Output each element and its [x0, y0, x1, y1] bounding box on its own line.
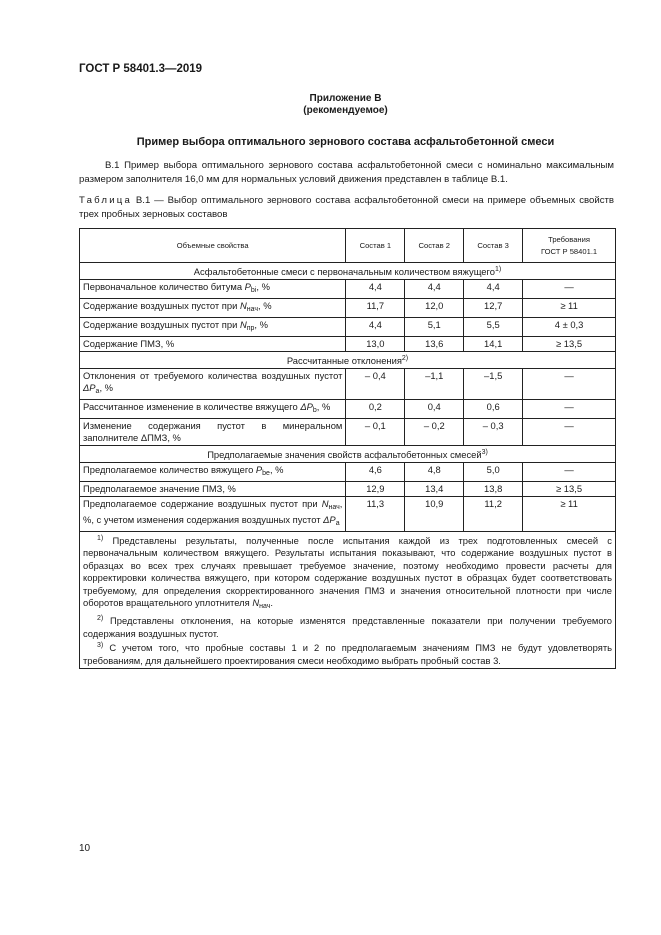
header-mix-1: Состав 1 — [346, 229, 405, 263]
header-mix-2: Состав 2 — [405, 229, 464, 263]
annex-subtitle: (рекомендуемое) — [303, 105, 388, 116]
table-row: Изменение содержания пустот в минеральном заполнителе ΔПМЗ, % – 0,1 – 0,2 – 0,3 — — [80, 419, 616, 446]
table-caption — [79, 194, 614, 222]
section-row: Предполагаемые значения свойств асфальтобетонных смесей$^{3)}$ — [80, 446, 616, 463]
page-number: 10 — [79, 843, 91, 854]
header-properties: Объемные свойства — [80, 229, 346, 263]
table-row: Предполагаемое количество вяжущего $P_{be}$, % 4,6 4,8 5,0 — — [80, 463, 616, 482]
table-notes-row — [80, 532, 616, 669]
note-3: $^{3)}$ С учетом того, что пробные составы 1 и 2 по предполагаемым значениям ПМЗ не будут удовлетворять требованиям, для дальнейшего проектирования смеси необходимо выбрать пробный состав 3. — [83, 642, 612, 666]
table-header-row — [80, 229, 616, 263]
section-row: Асфальтобетонные смеси с первоначальным количеством вяжущего$^{1)}$ — [80, 263, 616, 280]
document-header: ГОСТ Р 58401.3—2019 — [79, 63, 203, 75]
header-mix-3: Состав 3 — [464, 229, 523, 263]
table-row: Предполагаемое значение ПМЗ, % 12,9 13,4 13,8 ≥ 13,5 — [80, 482, 616, 497]
note-1: $^{1)}$ Представлены результаты, полученные после испытания каждой из трех подготовленных смесей с первоначальным количеством вяжущего. Результаты испытания показывают, что содержание воздушных пустот в образцах во всех трех случаях превышает требуемое значение, поэтому необходимо провести расчеты для корректировки количества вяжущего, при котором содержание воздушных пустот в образцах будет соответствовать требуемому, для определения скорректированного значения ПМЗ и значения относительной плотности при числе оборотов вращательного уплотнителя $N_{нач}$. — [83, 535, 612, 611]
table-row: Предполагаемое содержание воздушных пустот при $N_{нач}$, %, с учетом изменения содержания воздушных пустот $\Delta P_a$ 11,3 10,9 11,2 ≥ 11 — [80, 497, 616, 532]
annex-title: Приложение В — [309, 93, 382, 104]
section-row: Рассчитанные отклонения$^{2)}$ — [80, 352, 616, 369]
paragraph-b1: В.1 Пример выбора оптимального зернового состава асфальтобетонной смеси с номинально максимальным размером заполнителя 16,0 мм для нормальных условий движения представлен в таблице В.1. — [79, 160, 614, 185]
table-row: Первоначальное количество битума $P_{bi}$, % 4,4 4,4 4,4 — — [80, 280, 616, 299]
table-row: Содержание ПМЗ, % 13,0 13,6 14,1 ≥ 13,5 — [80, 337, 616, 352]
table-row: Рассчитанное изменение в количестве вяжущего $\Delta P_b$, % 0,2 0,4 0,6 — — [80, 400, 616, 419]
table-caption-label: Таблица — [79, 195, 133, 206]
data-table — [79, 228, 616, 669]
table-row: Содержание воздушных пустот при $N_{нач}$, % 11,7 12,0 12,7 ≥ 11 — [80, 299, 616, 318]
section-title: Пример выбора оптимального зернового состава асфальтобетонной смеси — [136, 136, 555, 148]
table-row: Содержание воздушных пустот при $N_{пр}$, % 4,4 5,1 5,5 4 ± 0,3 — [80, 318, 616, 337]
table-row: Отклонения от требуемого количества воздушных пустот $\Delta P_a$, % – 0,4 –1,1 –1,5 — — [80, 369, 616, 400]
table-caption-text: В.1 — Выбор оптимального зернового состава асфальтобетонной смеси на примере объемных свойств трех пробных зерновых составов — [79, 195, 614, 220]
table-notes — [80, 532, 616, 669]
header-requirements: Требования ГОСТ Р 58401.1 — [523, 229, 616, 263]
note-2: $^{2)}$ Представлены отклонения, на которые изменятся представленные показатели при получении требуемого содержания воздушных пустот. — [83, 615, 612, 639]
